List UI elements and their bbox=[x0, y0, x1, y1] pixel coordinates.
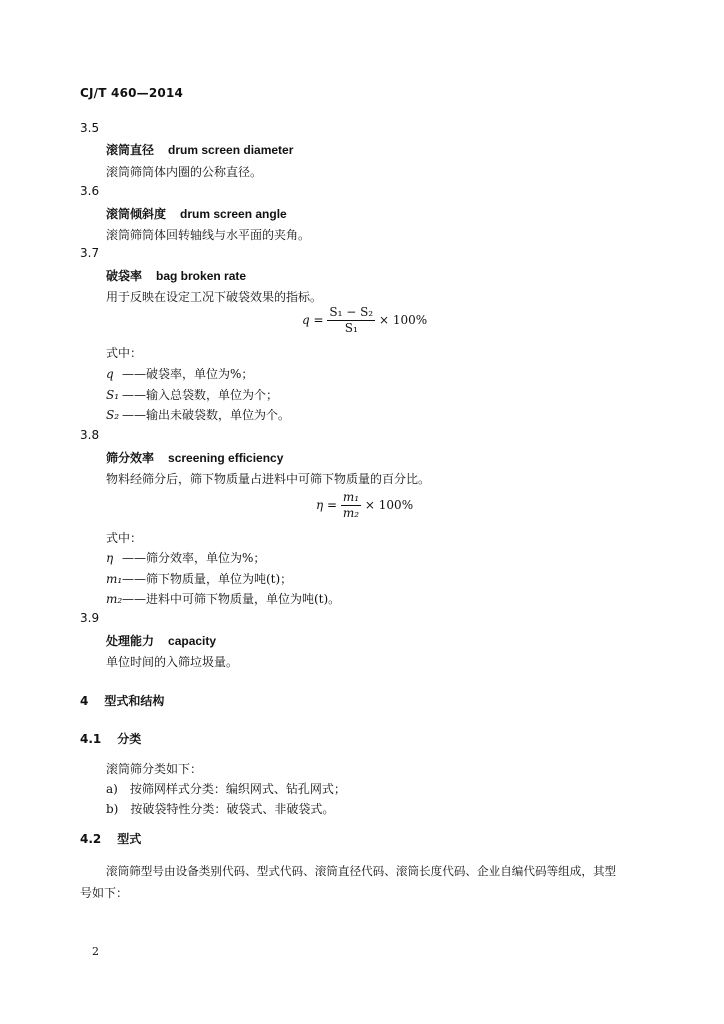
formula-fraction bbox=[327, 305, 375, 336]
term-en: drum screen angle bbox=[180, 207, 287, 221]
formula-rhs: × 100% bbox=[364, 498, 414, 512]
section-number: 4.1 bbox=[80, 732, 102, 746]
where-symbol: η bbox=[106, 551, 114, 565]
term-3-6 bbox=[106, 205, 287, 222]
term-en: screening efficiency bbox=[168, 451, 284, 465]
list-item bbox=[106, 800, 334, 817]
classification-intro: 滚筒筛分类如下： bbox=[106, 762, 203, 776]
term-cn: 滚筒倾斜度 bbox=[106, 207, 167, 221]
term-3-5 bbox=[106, 141, 293, 158]
where-symbol: S₁ bbox=[106, 388, 120, 402]
where-item bbox=[106, 590, 340, 607]
term-en: bag broken rate bbox=[156, 269, 247, 283]
list-item bbox=[106, 780, 346, 797]
section-number: 4.2 bbox=[80, 832, 102, 846]
clause-number-3-7: 3.7 bbox=[80, 246, 100, 260]
section-title: 型式 bbox=[117, 832, 142, 846]
where-text: ——输入总袋数，单位为个； bbox=[122, 388, 279, 402]
where-label-3-7: 式中： bbox=[106, 346, 143, 360]
definition-3-9: 单位时间的入筛垃圾量。 bbox=[106, 655, 239, 669]
where-item bbox=[106, 570, 292, 587]
where-label-3-8: 式中： bbox=[106, 531, 143, 545]
standard-header: CJ/T 460—2014 bbox=[80, 86, 184, 100]
paragraph-line-1: 滚筒筛型号由设备类别代码、型式代码、滚筒直径代码、滚筒长度代码、企业自编代码等组成，其型 bbox=[106, 864, 617, 878]
section-number: 4 bbox=[80, 694, 89, 708]
where-symbol: m₁ bbox=[106, 572, 123, 586]
section-heading-4-2 bbox=[80, 830, 141, 847]
where-symbol: m₂ bbox=[106, 592, 123, 606]
term-en: capacity bbox=[168, 634, 217, 648]
clause-number-3-6: 3.6 bbox=[80, 184, 100, 198]
formula-fraction bbox=[341, 490, 361, 521]
term-3-9 bbox=[106, 632, 216, 649]
clause-number-3-5: 3.5 bbox=[80, 121, 100, 135]
where-item bbox=[106, 365, 253, 382]
where-symbol: q bbox=[106, 367, 114, 381]
term-cn: 滚筒直径 bbox=[106, 143, 155, 157]
where-text: ——输出未破袋数，单位为个。 bbox=[122, 408, 291, 422]
term-en: drum screen diameter bbox=[168, 143, 294, 157]
clause-number-3-8: 3.8 bbox=[80, 428, 100, 442]
where-text: ——破袋率，单位为%； bbox=[122, 367, 254, 381]
list-text: 按破袋特性分类：破袋式、非破袋式。 bbox=[130, 802, 335, 816]
definition-3-8: 物料经筛分后，筛下物质量占进料中可筛下物质量的百分比。 bbox=[106, 472, 431, 486]
term-3-7 bbox=[106, 267, 246, 284]
clause-number-3-9: 3.9 bbox=[80, 611, 100, 625]
formula-numerator: m₁ bbox=[342, 490, 360, 504]
term-3-8 bbox=[106, 449, 283, 466]
formula-screening-efficiency: η = $\frac{\text{m₁}}{\text{m₂}}$ × 100% bbox=[316, 490, 414, 520]
section-title: 型式和结构 bbox=[104, 694, 165, 708]
where-text: ——筛下物质量，单位为吨(t)； bbox=[122, 572, 293, 586]
definition-3-7: 用于反映在设定工况下破袋效果的指标。 bbox=[106, 290, 323, 304]
where-text: ——进料中可筛下物质量，单位为吨(t)。 bbox=[122, 592, 341, 606]
where-item bbox=[106, 406, 290, 423]
definition-3-5: 滚筒筛筒体内圈的公称直径。 bbox=[106, 165, 263, 179]
formula-denominator: S₁ bbox=[344, 321, 358, 335]
formula-denominator: m₂ bbox=[342, 506, 360, 520]
where-symbol: S₂ bbox=[106, 408, 120, 422]
where-text: ——筛分效率，单位为%； bbox=[122, 551, 266, 565]
list-text: 按筛网样式分类：编织网式、钻孔网式； bbox=[129, 782, 346, 796]
page-number: 2 bbox=[92, 945, 99, 958]
formula-bag-broken-rate: q = $\frac{\text{S₁ − S₂}}{\text{S₁}}$ × 100% bbox=[302, 305, 428, 335]
section-title: 分类 bbox=[117, 732, 142, 746]
term-cn: 破袋率 bbox=[106, 269, 143, 283]
section-heading-4 bbox=[80, 692, 164, 709]
term-cn: 筛分效率 bbox=[106, 451, 155, 465]
formula-lhs: η bbox=[316, 498, 324, 512]
where-item bbox=[106, 386, 278, 403]
where-item bbox=[106, 549, 265, 566]
list-marker: b) bbox=[106, 802, 119, 816]
section-heading-4-1 bbox=[80, 730, 141, 747]
definition-3-6: 滚筒筛筒体回转轴线与水平面的夹角。 bbox=[106, 228, 311, 242]
term-cn: 处理能力 bbox=[106, 634, 155, 648]
paragraph-line-2: 号如下： bbox=[80, 886, 129, 900]
list-marker: a) bbox=[106, 782, 118, 796]
formula-rhs: × 100% bbox=[378, 313, 428, 327]
formula-numerator: S₁ − S₂ bbox=[329, 305, 374, 319]
formula-lhs: q bbox=[302, 313, 310, 327]
